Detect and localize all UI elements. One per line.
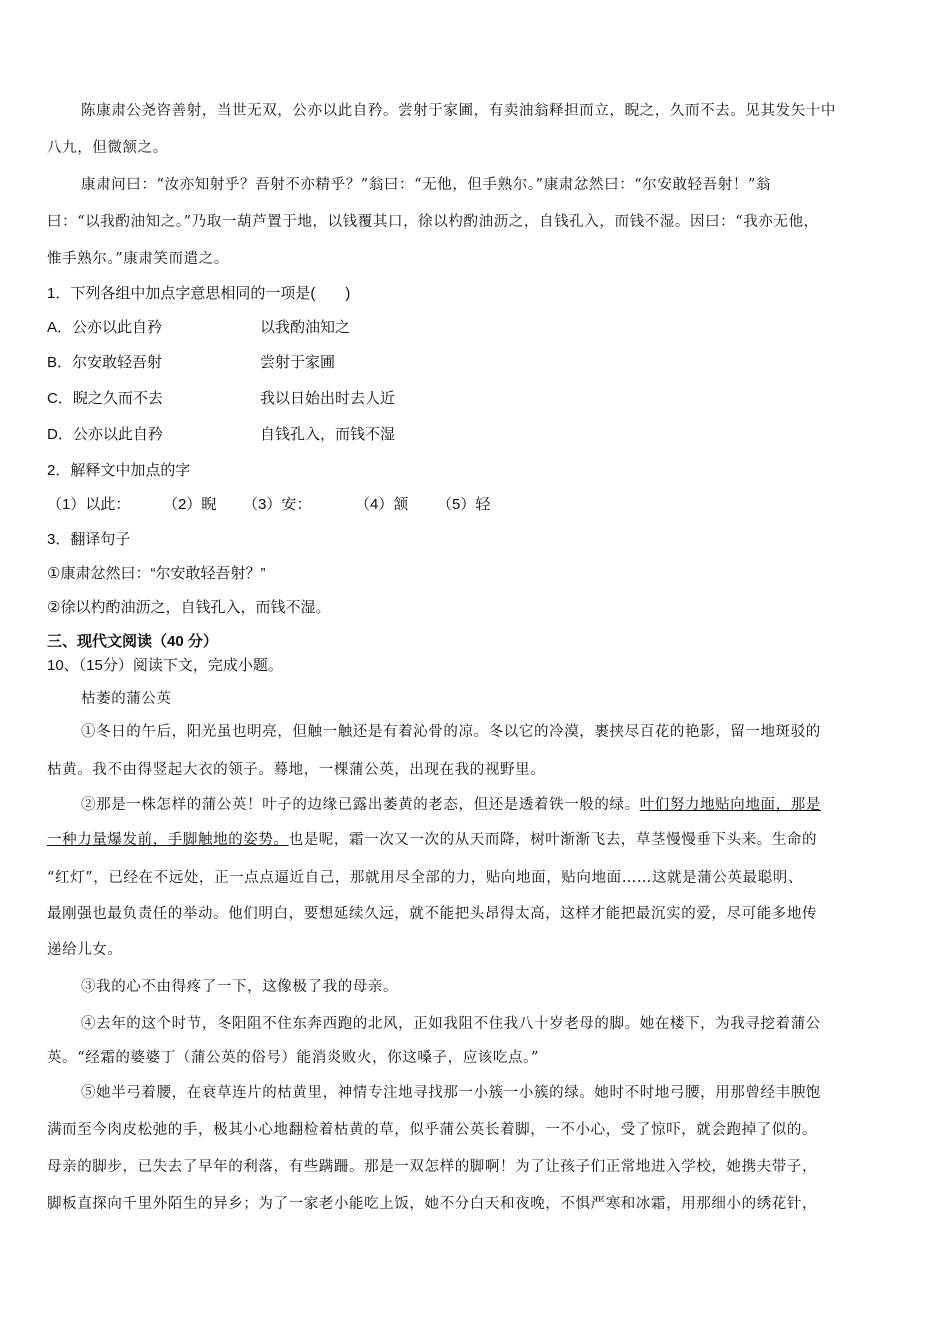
- classical-p2-line1: 康肃问曰：“汝亦知射乎？吾射不亦精乎？”翁曰：“无他，但手熟尔。”康肃忿然曰：“尔安敢轻吾射！”翁: [81, 177, 772, 193]
- article-p3: ③我的心不由得疼了一下，这像极了我的母亲。: [81, 979, 399, 995]
- article-p2-line3: “红灯”，已经在不远处，正一点点逼近自己，那就用尽全部的力，贴向地面，贴向地面……这就是蒲公英最聪明、: [47, 870, 803, 886]
- q1-option-a-right: 以我酌油知之: [260, 319, 351, 336]
- article-p5-line2: 满而至今肉皮松弛的手，极其小心地翻检着枯黄的草，似乎蒲公英长着脚，一不小心，受了惊吓，就会跑掉了似的。: [47, 1122, 818, 1138]
- classical-p2-line3: 惟手熟尔。”康肃笑而遣之。: [47, 251, 229, 267]
- q1-option-c: C．睨之久而不去: [47, 390, 163, 407]
- classical-p1-line2: 八九，但微颔之。: [47, 140, 168, 156]
- article-p2-line1-text: ②那是一株怎样的蒲公英！叶子的边缘已露出萎黄的老态，但还是透着铁一般的绿。: [81, 797, 640, 813]
- article-p5-line3: 母亲的脚步，已失去了早年的利落，有些蹒跚。那是一双怎样的脚啊！为了让孩子们正常地进入学校，她携夫带子，: [47, 1159, 818, 1175]
- article-p4-line2: 英。“经霜的婆婆丁（蒲公英的俗号）能消炎败火，你这嗓子，应该吃点。”: [47, 1050, 539, 1066]
- article-p2-line5: 递给儿女。: [47, 942, 123, 958]
- article-p2-underlined-2: 一种力量爆发前，手脚触地的姿势。: [47, 832, 289, 848]
- q2-item-2: （2）睨: [163, 496, 217, 513]
- q3-item-2: ②徐以杓酌油沥之，自钱孔入，而钱不湿。: [47, 599, 331, 616]
- article-p2-underlined-1: 叶们努力地贴向地面，那是: [639, 797, 821, 813]
- q1-option-d-right: 自钱孔入，而钱不湿: [260, 426, 396, 443]
- q3-stem: 3．翻译句子: [47, 531, 131, 548]
- article-p2-line4: 最刚强也最负责任的举动。他们明白，要想延续久远，就不能把头昂得太高，这样才能把最沉实的爱，尽可能多地传: [47, 906, 818, 922]
- article-p2-line1: [81, 795, 821, 815]
- article-p5-line4: 脚板直探向千里外陌生的异乡；为了一家老小能吃上饭，她不分白天和夜晚，不惧严寒和冰霜，用那细小的绣花针，: [47, 1196, 818, 1212]
- classical-p1-line1: 陈康肃公尧咨善射，当世无双，公亦以此自矜。尝射于家圃，有卖油翁释担而立，睨之，久而不去。见其发矢十中: [81, 103, 836, 119]
- q2-stem: 2．解释文中加点的字: [47, 462, 191, 479]
- q1-option-b-right: 尝射于家圃: [260, 354, 336, 371]
- q1-option-b: B．尔安敢轻吾射: [47, 354, 163, 371]
- q1-option-a: A．公亦以此自矜: [47, 319, 163, 336]
- q2-item-3: （3）安：: [243, 496, 312, 513]
- article-p4-line1: ④去年的这个时节，冬阳阻不住东奔西跑的北风，正如我阻不住我八十岁老母的脚。她在楼下，为我寻挖着蒲公: [81, 1016, 821, 1032]
- section-heading: 三、现代文阅读（40 分）: [47, 633, 218, 650]
- article-p1-line1: ①冬日的午后，阳光虽也明亮，但触一触还是有着沁骨的凉。冬以它的冷漠，裹挟尽百花的艳影，留一地斑驳的: [81, 724, 821, 740]
- q1-stem: 1．下列各组中加点字意思相同的一项是( ): [47, 285, 351, 302]
- article-p1-line2: 枯黄。我不由得竖起大衣的领子。蓦地，一棵蒲公英，出现在我的视野里。: [47, 762, 546, 778]
- q2-item-5: （5）轻: [437, 496, 491, 513]
- article-p2-line2: [47, 830, 817, 850]
- article-p2-line2-text: 也是呢，霜一次又一次的从天而降，树叶渐渐飞去，草茎慢慢垂下头来。生命的: [288, 832, 818, 848]
- article-p5-line1: ⑤她半弓着腰，在衰草连片的枯黄里，神情专注地寻找那一小簇一小簇的绿。她时不时地弓腰，用那曾经丰腴饱: [81, 1085, 821, 1101]
- q3-item-1: ①康肃忿然曰：“尔安敢轻吾射？”: [47, 565, 266, 582]
- q2-item-1: （1）以此：: [47, 496, 131, 513]
- q1-option-d: D．公亦以此自矜: [47, 426, 163, 443]
- q10-instruction: 10、（15分）阅读下文，完成小题。: [47, 657, 283, 674]
- q2-item-4: （4）颔: [355, 496, 409, 513]
- q1-option-c-right: 我以日始出时去人近: [260, 390, 396, 407]
- article-title: 枯萎的蒲公英: [81, 691, 172, 707]
- classical-p2-line2: 曰：“以我酌油知之。”乃取一葫芦置于地，以钱覆其口，徐以杓酌油沥之，自钱孔入，而钱不湿。因曰：“我亦无他，: [47, 214, 819, 230]
